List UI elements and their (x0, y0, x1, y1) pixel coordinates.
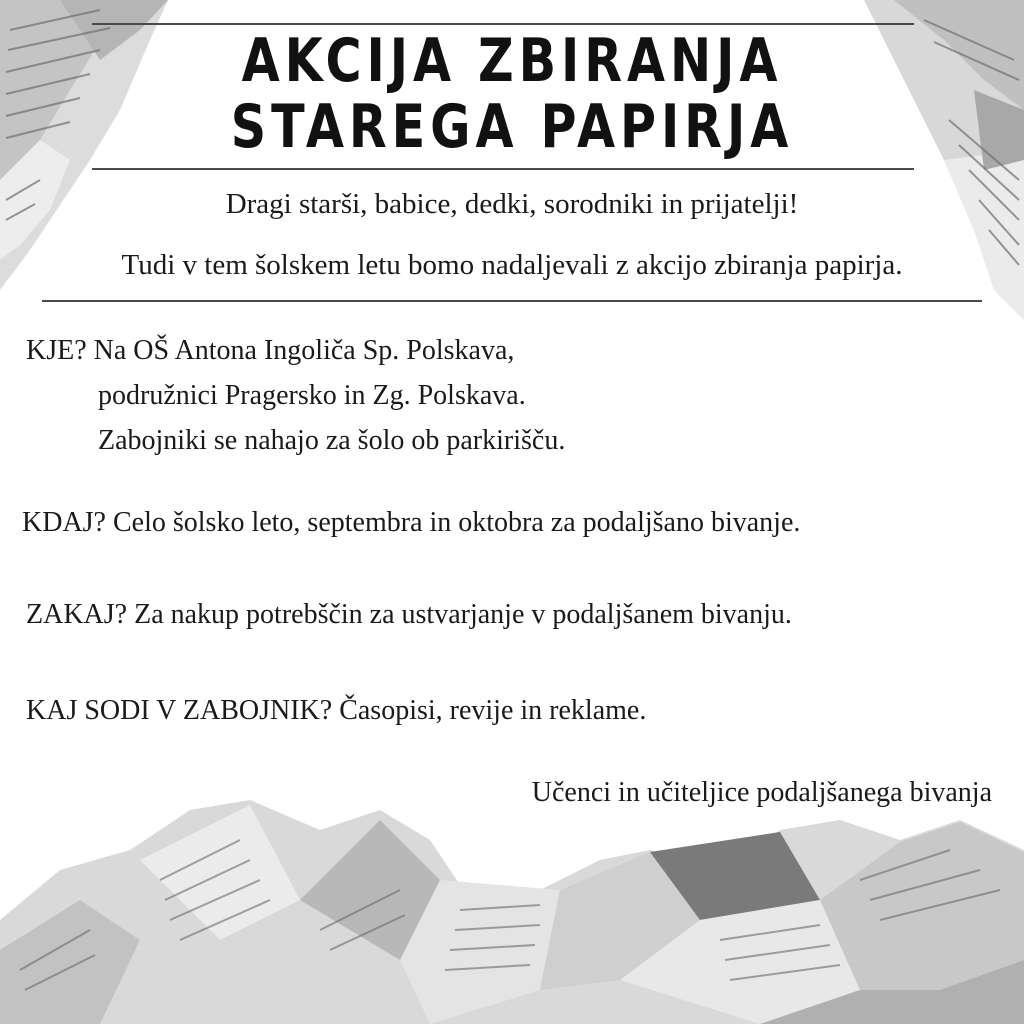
section-divider (42, 300, 982, 302)
section-why: ZAKAJ? Za nakup potrebščin za ustvarjanje v podaljšanem bivanju. (26, 599, 792, 630)
section-what: KAJ SODI V ZABOJNIK? Časopisi, revije in reklame. (26, 695, 647, 726)
crumpled-newspaper-bottom (0, 790, 1024, 1024)
where-line-1: KJE? Na OŠ Antona Ingoliča Sp. Polskava, (26, 335, 515, 366)
intro-text: Tudi v tem šolskem letu bomo nadaljevali z akcijo zbiranja papirja. (121, 249, 903, 281)
title-divider (92, 168, 914, 170)
where-line-3: Zabojniki se nahajo za šolo ob parkirišču. (98, 425, 566, 456)
title-line-2: STAREGA PAPIRJA (230, 92, 794, 162)
signature: Učenci in učiteljice podaljšanega bivanja (531, 777, 992, 808)
section-when: KDAJ? Celo šolsko leto, septembra in oktobra za podaljšano bivanje. (22, 507, 801, 538)
poster-title (0, 28, 1024, 160)
greeting-text: Dragi starši, babice, dedki, sorodniki in prijatelji! (225, 188, 799, 220)
title-line-1: AKCIJA ZBIRANJA (241, 26, 783, 96)
title-underline (92, 23, 914, 25)
where-line-2: podružnici Pragersko in Zg. Polskava. (98, 380, 526, 411)
section-where (26, 328, 565, 463)
